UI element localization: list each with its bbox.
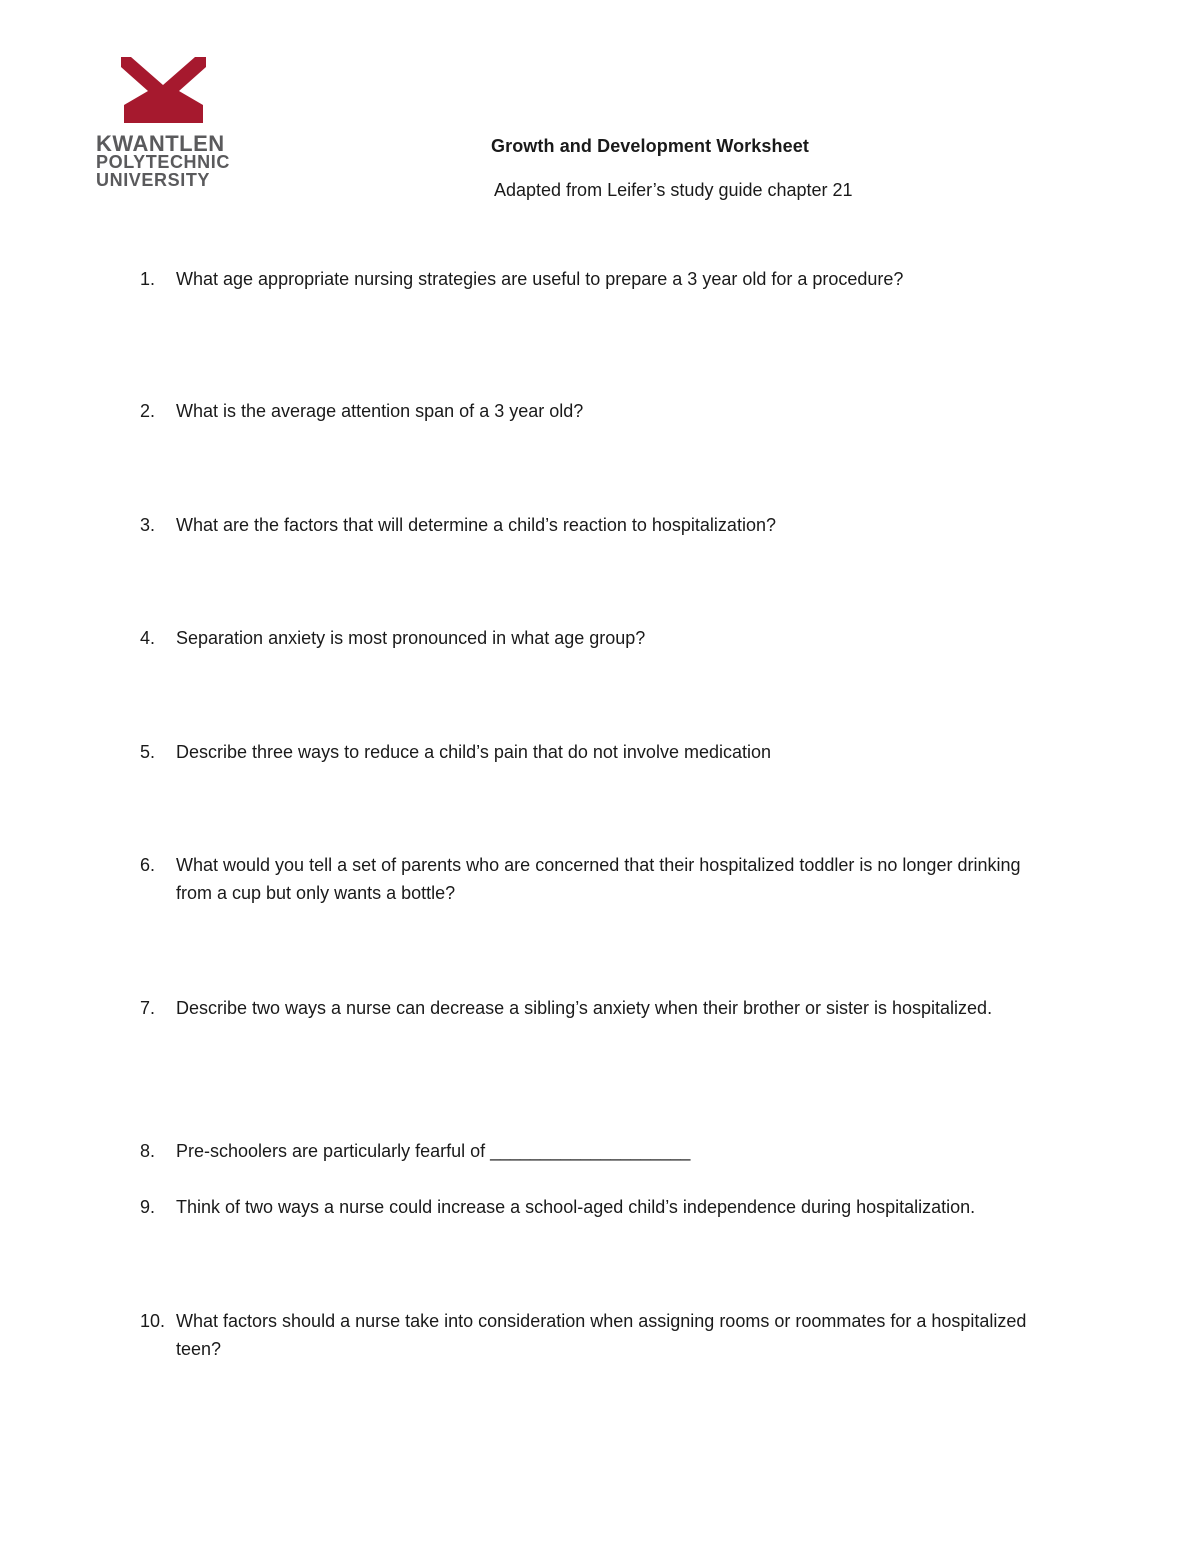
question-text: Describe three ways to reduce a child’s pain that do not involve medication: [176, 742, 772, 762]
question-number: 3.: [140, 515, 156, 535]
question-text: What is the average attention span of a 3 year old?: [176, 401, 584, 421]
question-number: 9.: [140, 1197, 156, 1217]
logo-wordmark: [96, 131, 236, 190]
worksheet-subtitle: Adapted from Leifer’s study guide chapter 21: [494, 180, 853, 200]
question-number: 7.: [140, 998, 156, 1018]
question-text: Pre-schoolers are particularly fearful of ____________________: [176, 1141, 691, 1161]
kwantlen-k-logo-icon: [121, 57, 206, 123]
question-item: [140, 397, 1060, 425]
university-logo: [96, 57, 236, 189]
question-item: [140, 1137, 1060, 1165]
question-text: What would you tell a set of parents who are concerned that their hospitalized toddler is no longer drinking from a cup but only wants a bottle?: [176, 855, 1021, 903]
question-item: [140, 994, 1060, 1022]
question-text: What factors should a nurse take into consideration when assigning rooms or roommates for a hospitalized teen?: [176, 1311, 1027, 1359]
question-number: 8.: [140, 1141, 156, 1161]
question-number: 2.: [140, 401, 156, 421]
question-item: [140, 511, 1060, 539]
question-number: 5.: [140, 742, 156, 762]
question-number: 1.: [140, 269, 156, 289]
question-item: [140, 624, 1060, 652]
question-item: [140, 1307, 1060, 1363]
question-number: 10.: [140, 1311, 166, 1331]
question-item: [140, 851, 1060, 907]
question-text: What age appropriate nursing strategies are useful to prepare a 3 year old for a procedure?: [176, 269, 904, 289]
logo-line-polytechnic: POLYTECHNIC: [96, 152, 230, 172]
question-text: Describe two ways a nurse can decrease a sibling’s anxiety when their brother or sister is hospitalized.: [176, 998, 993, 1018]
question-number: 4.: [140, 628, 156, 648]
question-item: [140, 1193, 1060, 1221]
question-item: [140, 265, 1060, 293]
worksheet-title: Growth and Development Worksheet: [491, 136, 809, 156]
logo-line-kwantlen: KWANTLEN: [96, 131, 225, 156]
question-item: [140, 738, 1060, 766]
question-text: What are the factors that will determine a child’s reaction to hospitalization?: [176, 515, 776, 535]
question-text: Separation anxiety is most pronounced in what age group?: [176, 628, 646, 648]
question-text: Think of two ways a nurse could increase a school-aged child’s independence during hospitalization.: [176, 1197, 976, 1217]
logo-line-university: UNIVERSITY: [96, 170, 211, 190]
question-number: 6.: [140, 855, 156, 875]
